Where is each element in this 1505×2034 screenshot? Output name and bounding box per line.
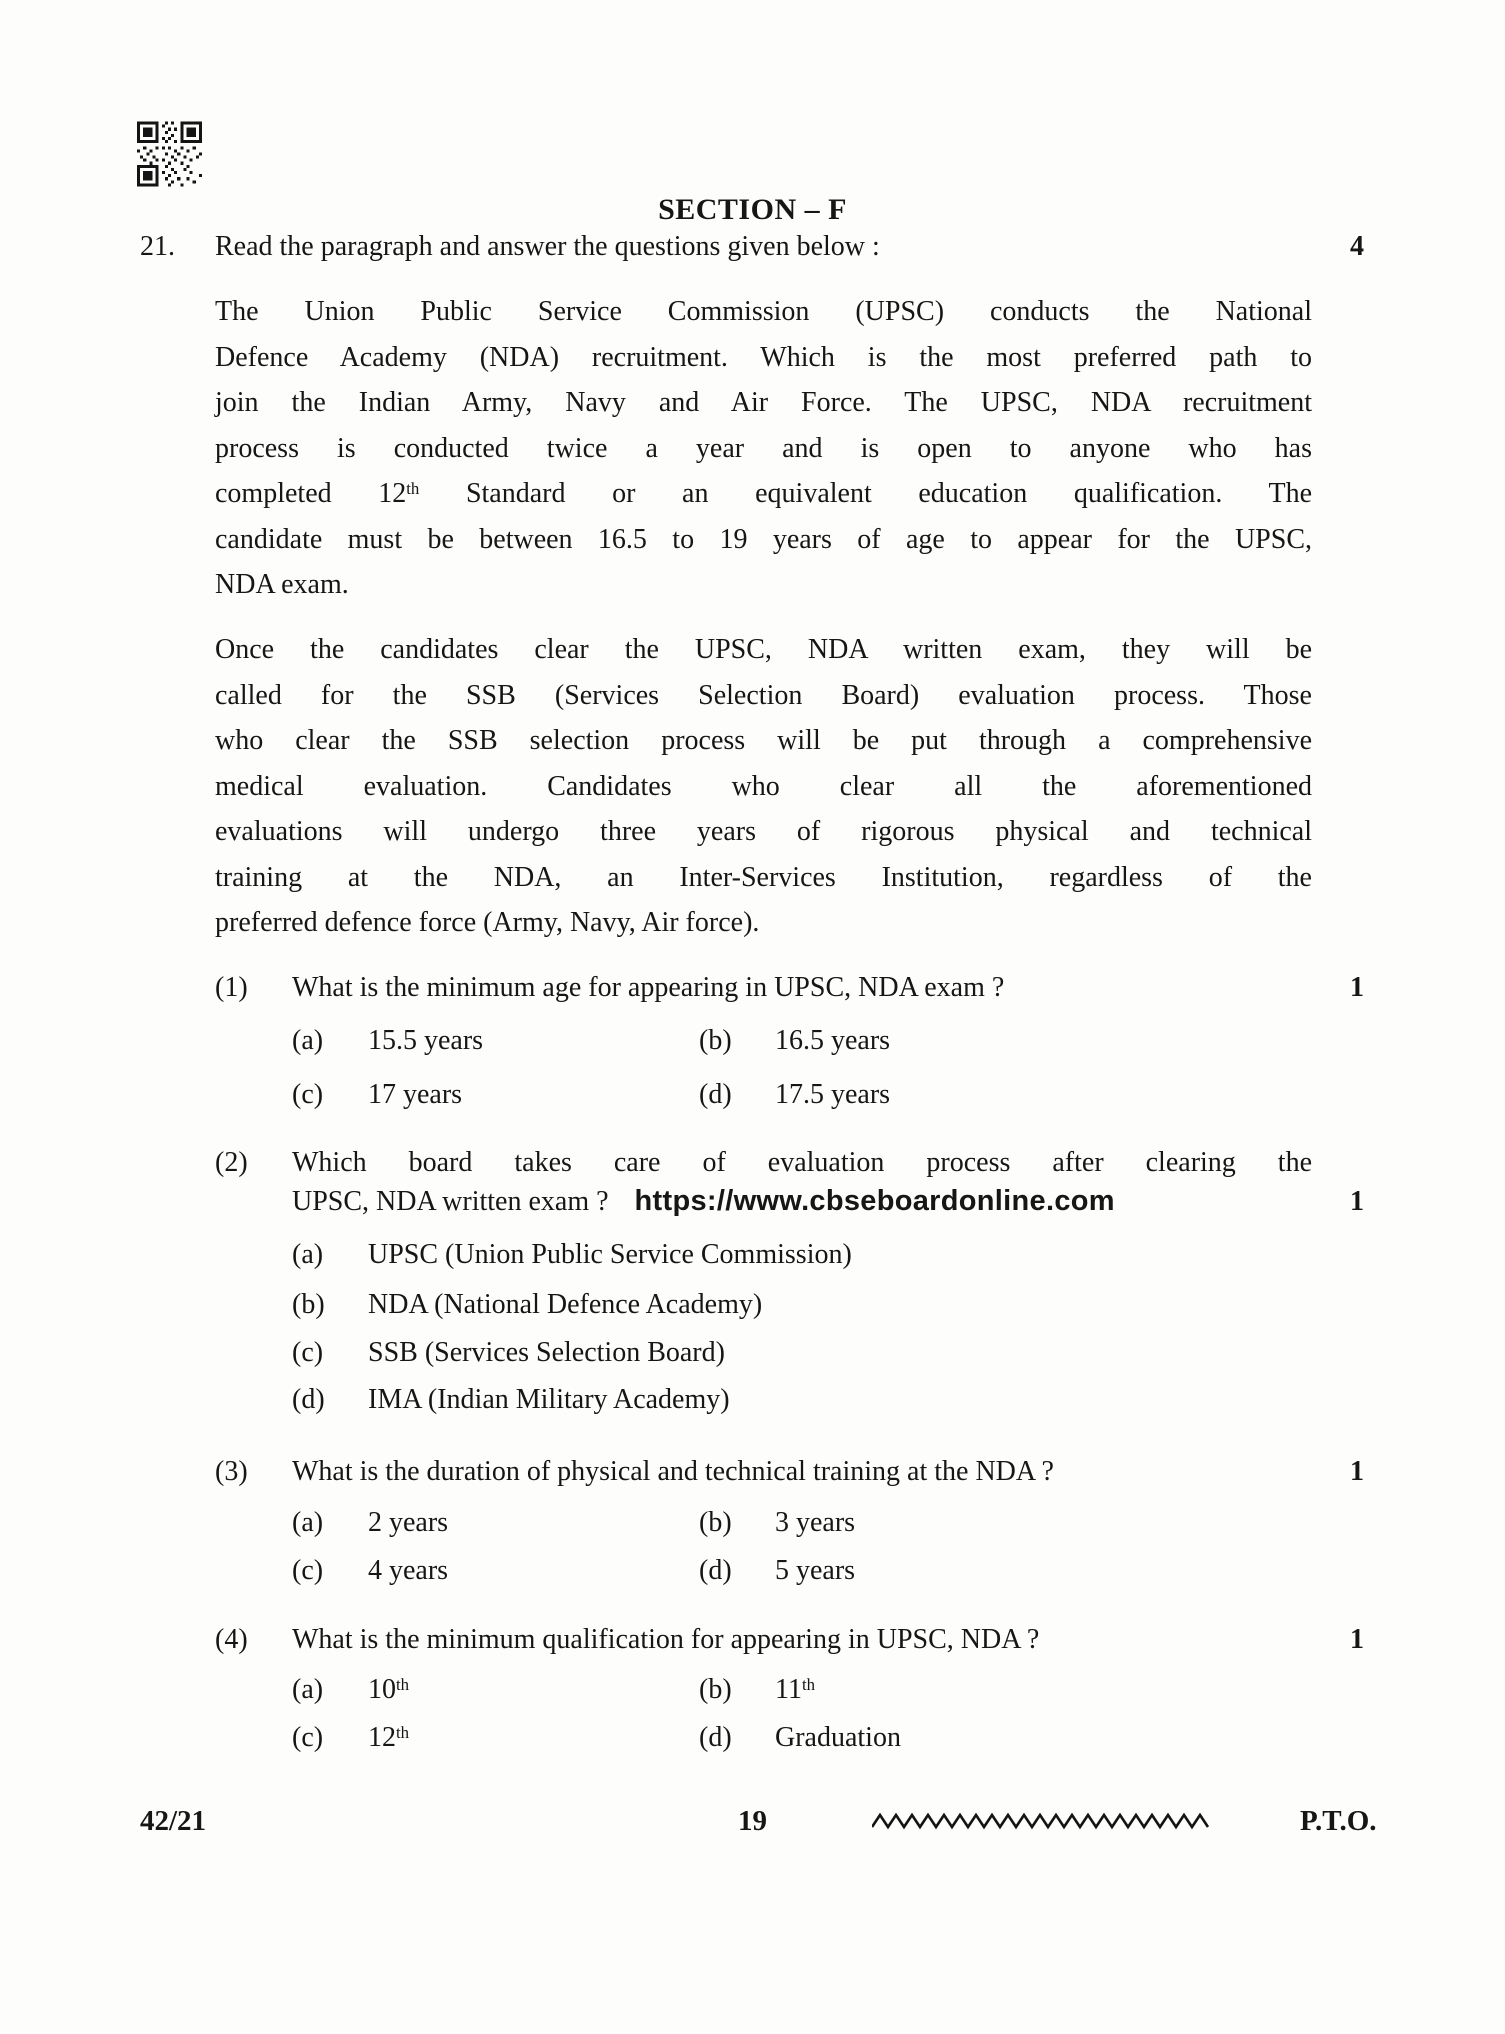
superscript: th (396, 1723, 410, 1743)
option-row (292, 1500, 855, 1545)
squiggle-line (872, 1812, 1212, 1832)
sub-question-4-text: What is the minimum qualification for appearing in UPSC, NDA ? (292, 1624, 1040, 1655)
option-row (292, 1072, 890, 1117)
sub-question-3-number: (3) (215, 1456, 248, 1487)
passage-line-part: Standard or an equivalent education qualification. The (419, 478, 1312, 509)
watermark-url: https://www.cbseboardonline.com (634, 1185, 1115, 1217)
superscript: th (801, 1675, 816, 1695)
superscript: th (406, 479, 420, 499)
option-b-text: 3 years (775, 1507, 856, 1538)
pto-label: P.T.O. (1300, 1805, 1377, 1837)
sub-question-2-text-line2 (292, 1179, 1115, 1224)
qr-code (137, 121, 202, 187)
option-d-text: 5 years (775, 1555, 856, 1586)
sub-question-1-number: (1) (215, 972, 248, 1003)
option-a-text: UPSC (Union Public Service Commission) (368, 1239, 852, 1270)
option-c-label: (c) (292, 1337, 324, 1368)
sub-question-1-marks: 1 (1350, 972, 1364, 1003)
option-d-text: Graduation (775, 1722, 901, 1753)
option-a-label: (a) (292, 1025, 324, 1056)
sub-question-2-marks: 1 (1350, 1186, 1364, 1217)
option-b-text (775, 1667, 815, 1712)
passage-line: NDA exam. (215, 569, 349, 600)
paper-code: 42/21 (140, 1805, 207, 1837)
option-b-text: NDA (National Defence Academy) (368, 1289, 763, 1320)
option-b-label: (b) (699, 1507, 732, 1538)
passage-line: preferred defence force (Army, Navy, Air force). (215, 907, 760, 938)
option-d-label: (d) (699, 1722, 732, 1753)
sub-question-2-number: (2) (215, 1147, 248, 1178)
section-heading: SECTION – F (658, 193, 847, 226)
option-c-text (368, 1715, 699, 1760)
passage-line: evaluations will undergo three years of rigorous physical and technical (215, 816, 1312, 847)
option-b-base: 11 (775, 1674, 802, 1705)
option-b-label: (b) (699, 1025, 732, 1056)
question-number: 21. (140, 231, 175, 262)
sub-question-2-text-part: UPSC, NDA written exam ? (292, 1186, 609, 1217)
option-c-base: 12 (368, 1722, 396, 1753)
option-b-label: (b) (699, 1674, 732, 1705)
option-row (292, 1667, 815, 1712)
sub-question-4-marks: 1 (1350, 1624, 1364, 1655)
option-d-text: 17.5 years (775, 1079, 891, 1110)
option-c-text: 4 years (368, 1555, 449, 1586)
passage-line: Defence Academy (NDA) recruitment. Which is the most preferred path to (215, 341, 1312, 373)
sub-question-4-number: (4) (215, 1624, 248, 1655)
option-c-text: SSB (Services Selection Board) (368, 1337, 725, 1368)
passage-paragraph-1 (215, 289, 1312, 608)
option-row (292, 1330, 725, 1375)
sub-question-3-text: What is the duration of physical and technical training at the NDA ? (292, 1456, 1054, 1487)
option-a-text: 15.5 years (368, 1025, 484, 1056)
option-c-label: (c) (292, 1079, 324, 1110)
passage-line: training at the NDA, an Inter-Services Institution, regardless of the (215, 861, 1312, 893)
option-row (292, 1282, 762, 1327)
sub-question-1-text: What is the minimum age for appearing in UPSC, NDA exam ? (292, 972, 1005, 1003)
option-c-label: (c) (292, 1722, 324, 1753)
option-row (292, 1377, 730, 1422)
passage-line (215, 471, 1312, 517)
question-intro: Read the paragraph and answer the questions given below : (215, 231, 880, 262)
passage-line: process is conducted twice a year and is open to anyone who has (215, 432, 1312, 464)
option-a-label: (a) (292, 1674, 324, 1705)
option-d-label: (d) (699, 1555, 732, 1586)
passage-paragraph-2 (215, 627, 1312, 946)
option-d-label: (d) (292, 1384, 325, 1415)
passage-line: medical evaluation. Candidates who clear all the aforementioned (215, 770, 1312, 802)
option-d-text: IMA (Indian Military Academy) (368, 1384, 730, 1415)
option-a-text (368, 1667, 699, 1712)
sub-question-2-text-line1: Which board takes care of evaluation process after clearing the (292, 1147, 1312, 1178)
option-a-label: (a) (292, 1239, 324, 1270)
passage-line-part: completed 12 (215, 478, 407, 509)
passage-line: The Union Public Service Commission (UPSC) conducts the National (215, 296, 1312, 327)
option-b-text: 16.5 years (775, 1025, 891, 1056)
option-c-label: (c) (292, 1555, 324, 1586)
superscript: th (396, 1675, 410, 1695)
option-b-label: (b) (292, 1289, 325, 1320)
passage-line: Once the candidates clear the UPSC, NDA written exam, they will be (215, 634, 1312, 665)
passage-line: join the Indian Army, Navy and Air Force. The UPSC, NDA recruitment (215, 387, 1312, 418)
option-row (292, 1548, 855, 1593)
passage-line: called for the SSB (Services Selection Board) evaluation process. Those (215, 679, 1312, 711)
option-a-text: 2 years (368, 1507, 449, 1538)
passage-line: candidate must be between 16.5 to 19 years of age to appear for the UPSC, (215, 523, 1312, 555)
option-row (292, 1018, 890, 1063)
option-row (292, 1232, 852, 1277)
question-marks: 4 (1350, 231, 1364, 262)
option-row (292, 1715, 901, 1760)
option-a-base: 10 (368, 1674, 396, 1705)
option-d-label: (d) (699, 1079, 732, 1110)
sub-question-3-marks: 1 (1350, 1456, 1364, 1487)
passage-line: who clear the SSB selection process will be put through a comprehensive (215, 725, 1312, 756)
option-c-text: 17 years (368, 1079, 463, 1110)
option-a-label: (a) (292, 1507, 324, 1538)
page-number: 19 (738, 1805, 767, 1837)
